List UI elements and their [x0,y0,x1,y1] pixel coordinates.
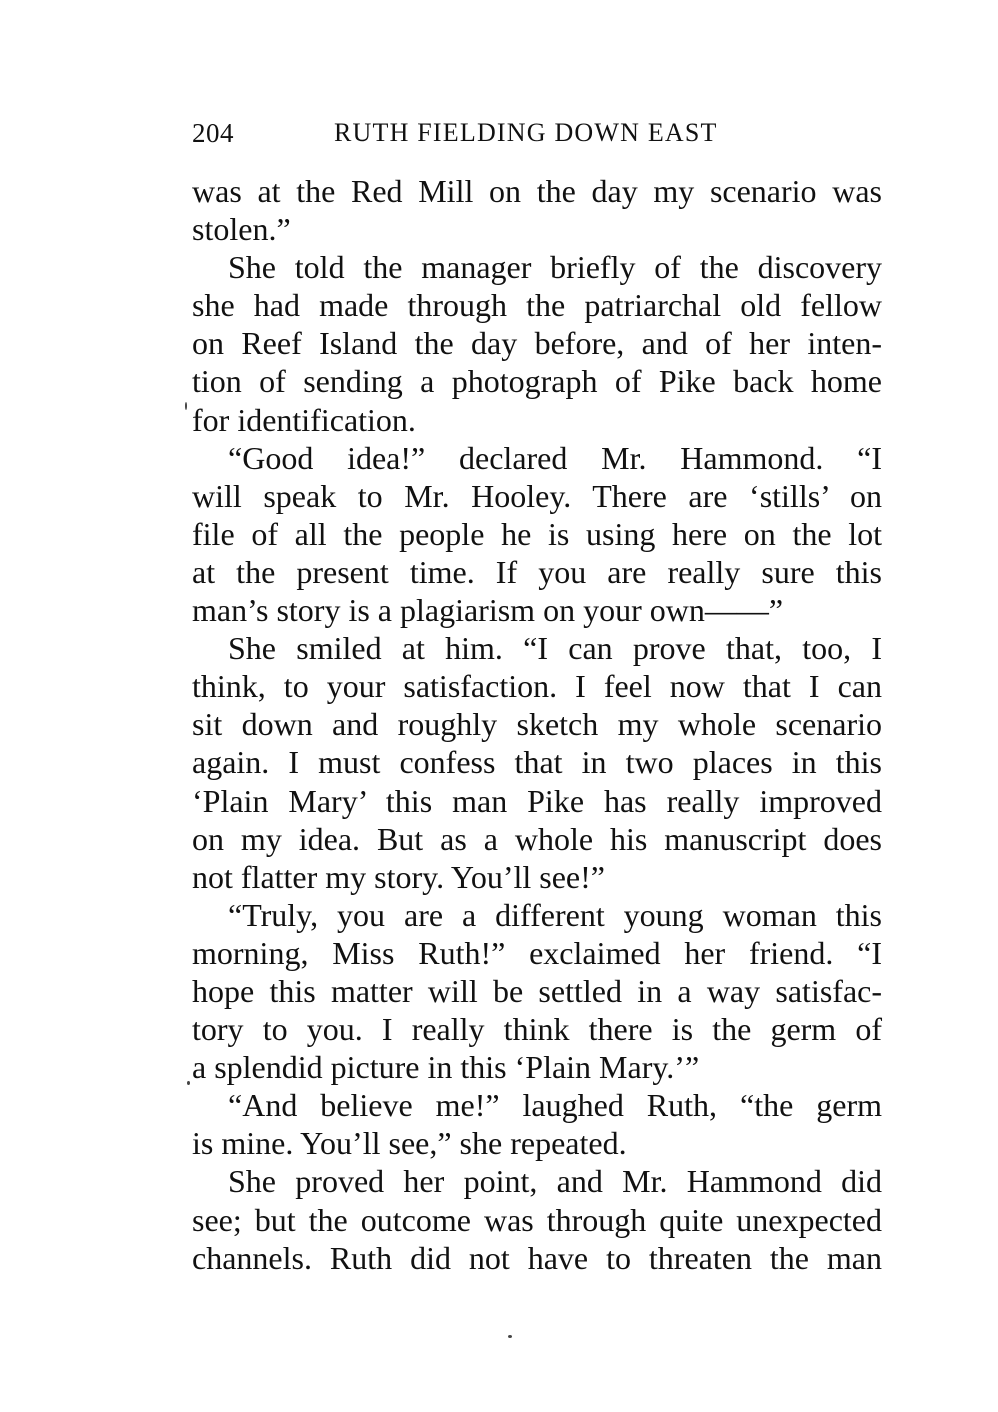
text-line: again. I must confess that in two places in this [192,744,882,781]
text-line: see; but the outcome was through quite unexpected [192,1201,882,1238]
page-number: 204 [192,118,234,148]
text-line: file of all the people he is using here on the lot [192,515,882,552]
text-line: She told the manager briefly of the discovery [228,249,882,286]
text-line: was at the Red Mill on the day my scenario was [192,173,882,209]
text-line: will speak to Mr. Hooley. There are ‘stills’ on [192,477,882,514]
text-line: at the present time. If you are really sure this [192,553,882,590]
text-line: She smiled at him. “I can prove that, too, I [228,630,882,667]
text-line: She proved her point, and Mr. Hammond did [228,1163,882,1200]
text-line: stolen.” [192,211,291,248]
text-line: “And believe me!” laughed Ruth, “the germ [228,1087,882,1124]
text-line: on my idea. But as a whole his manuscript does [192,820,882,857]
text-line: “Good idea!” declared Mr. Hammond. “I [228,439,882,476]
text-line: hope this matter will be settled in a way satisfac- [192,972,882,1009]
text-line: tory to you. I really think there is the germ of [192,1011,882,1048]
text-line: on Reef Island the day before, and of her inten- [192,325,882,362]
text-line: channels. Ruth did not have to threaten the man [192,1239,882,1276]
scan-speck [187,1081,190,1085]
scan-speck [508,1335,512,1338]
page-header [192,118,882,158]
text-line: morning, Miss Ruth!” exclaimed her friend. “I [192,934,882,971]
text-line: man’s story is a plagiarism on your own——” [192,592,784,629]
text-line: “Truly, you are a different young woman this [228,896,882,933]
text-line: think, to your satisfaction. I feel now that I can [192,668,882,705]
text-line: she had made through the patriarchal old fellow [192,287,882,324]
text-line: for identification. [192,401,416,438]
running-title: RUTH FIELDING DOWN EAST [334,118,718,147]
scan-speck [185,402,187,410]
text-line: is mine. You’ll see,” she repeated. [192,1125,627,1162]
text-line: tion of sending a photograph of Pike back home [192,363,882,400]
text-line: ‘Plain Mary’ this man Pike has really improved [192,782,882,819]
text-line: a splendid picture in this ‘Plain Mary.’” [192,1049,700,1086]
body-text [192,172,882,1277]
text-line: not flatter my story. You’ll see!” [192,858,605,895]
text-line: sit down and roughly sketch my whole scenario [192,706,882,743]
